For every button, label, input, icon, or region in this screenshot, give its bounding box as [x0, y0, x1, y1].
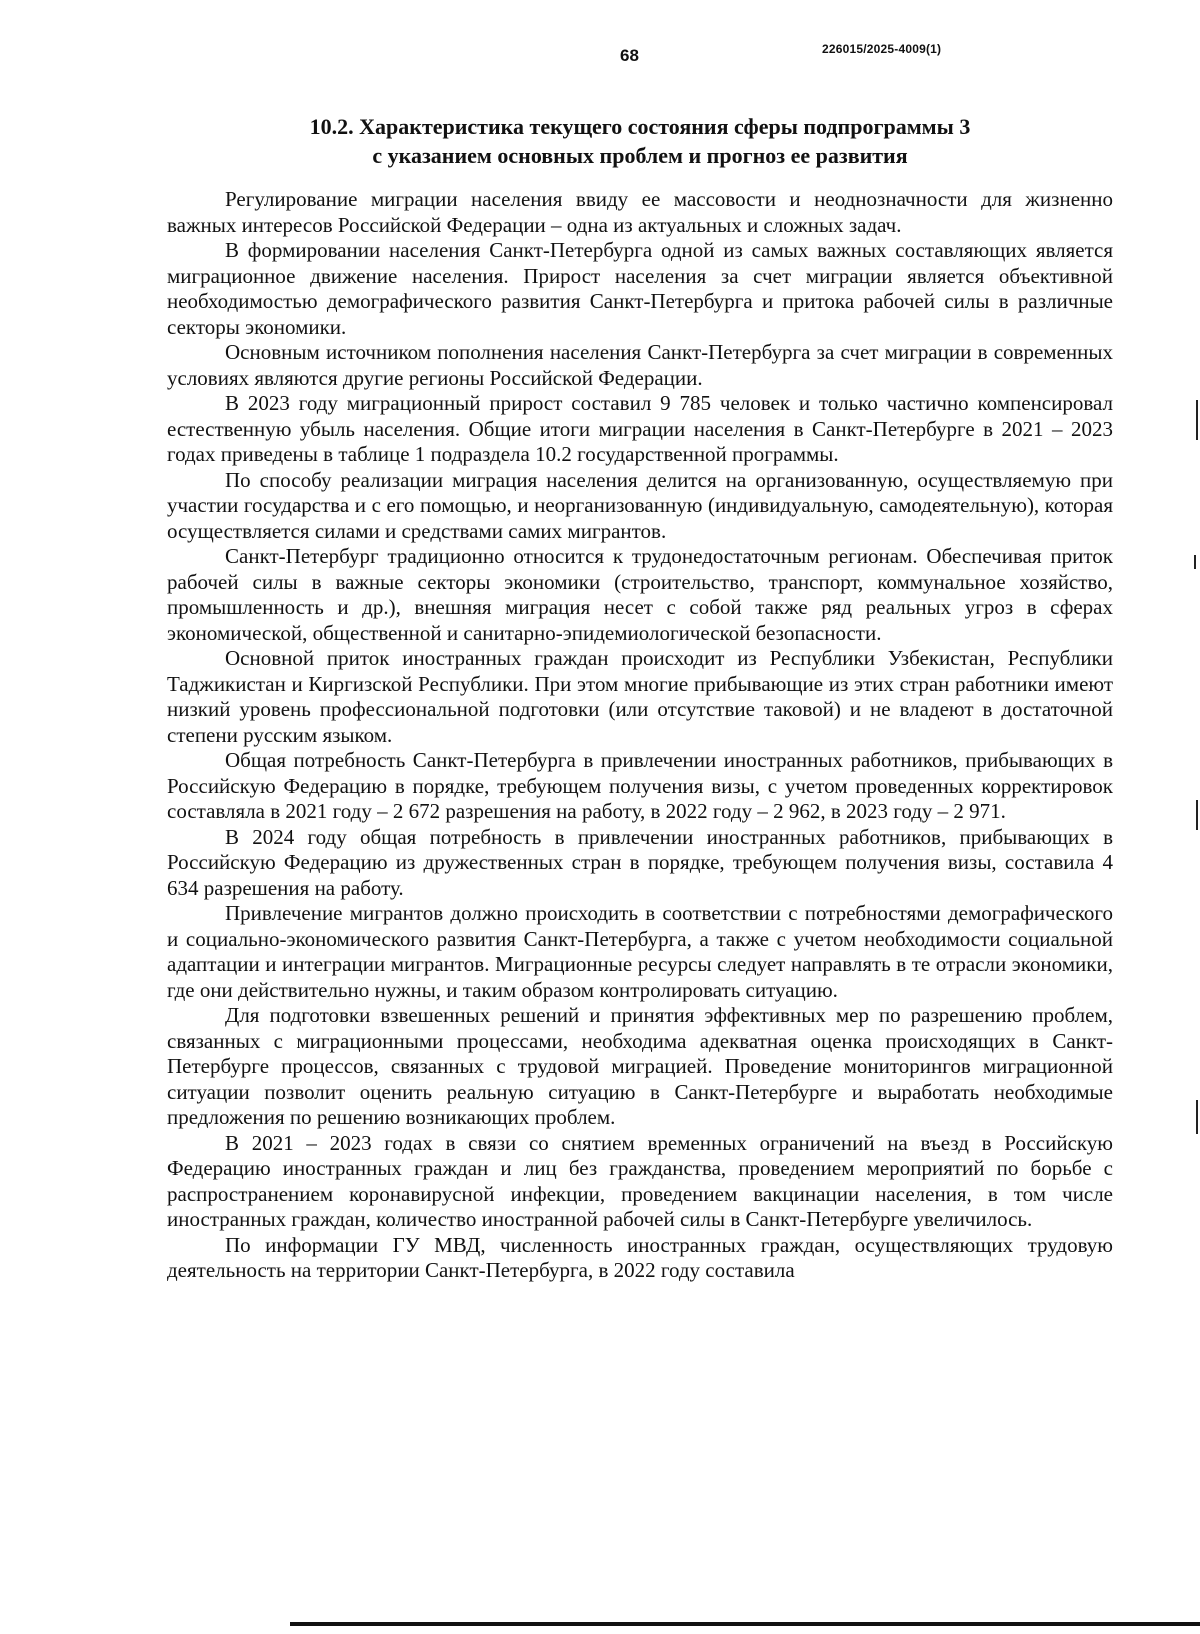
bottom-scan-edge — [290, 1622, 1200, 1626]
paragraph: В 2024 году общая потребность в привлечении иностранных работников, прибывающих в Российскую Федерацию из дружественных стран в порядке, требующем получения визы, составила 4 634 разрешения на работу. — [167, 824, 1113, 900]
paragraph: В 2021 – 2023 годах в связи со снятием временных ограничений на въезд в Российскую Федерацию иностранных граждан и лиц без гражданства, проведением мероприятий по борьбе с распространением коронавирусной инфекции, проведением вакцинации населения, в том числе иностранных граждан, количество иностранной рабочей силы в Санкт-Петербурге увеличилось. — [167, 1130, 1113, 1231]
paragraph: Санкт-Петербург традиционно относится к трудонедостаточным регионам. Обеспечивая приток рабочей силы в важные секторы экономики (строительство, транспорт, коммунальное хозяйство, промышленность и др.), внешняя миграция несет с собой также ряд реальных угроз в сферах экономической, общественной и санитарно-эпидемиологической безопасности. — [167, 544, 1113, 645]
paragraph: Общая потребность Санкт-Петербурга в привлечении иностранных работников, прибывающих в Российскую Федерацию в порядке, требующем получения визы, с учетом проведенных корректировок составляла в 2021 году – 2 672 разрешения на работу, в 2022 году – 2 962, в 2023 году – 2 971. — [167, 748, 1113, 823]
scan-artifact — [1196, 800, 1198, 830]
scan-artifact — [1196, 1100, 1198, 1134]
paragraph: В формировании населения Санкт-Петербурга одной из самых важных составляющих является миграционное движение населения. Прирост населения за счет миграции является объективной необходимостью демографического развития Санкт-Петербурга и притока рабочей силы в различные секторы экономики. — [167, 238, 1113, 339]
paragraph: По информации ГУ МВД, численность иностранных граждан, осуществляющих трудовую деятельность на территории Санкт-Петербурга, в 2022 году составила — [167, 1232, 1113, 1282]
paragraph: Основной приток иностранных граждан происходит из Республики Узбекистан, Республики Таджикистан и Киргизской Республики. При этом многие прибывающие из этих стран работники имеют низкий уровень профессиональной подготовки (или отсутствие таковой) и не владеют в достаточной степени русским языком. — [167, 646, 1113, 747]
paragraph: Регулирование миграции населения ввиду ее массовости и неоднозначности для жизненно важных интересов Российской Федерации – одна из актуальных и сложных задач. — [167, 187, 1113, 237]
paragraph: Основным источником пополнения населения Санкт-Петербурга за счет миграции в современных условиях являются другие регионы Российской Федерации. — [167, 340, 1113, 390]
paragraph: Привлечение мигрантов должно происходить в соответствии с потребностями демографического и социально-экономического развития Санкт-Петербурга, а также с учетом необходимости социальной адаптации и интеграции мигрантов. Миграционные ресурсы следует направлять в те отрасли экономики, где они действительно нужны, и таким образом контролировать ситуацию. — [167, 901, 1113, 1002]
section-heading-line-2: с указанием основных проблем и прогноз ее развития — [372, 143, 908, 168]
section-heading — [170, 112, 1110, 170]
page-number: 68 — [620, 46, 639, 65]
scan-artifact — [1194, 555, 1196, 569]
paragraph: Для подготовки взвешенных решений и принятия эффективных мер по разрешению проблем, связанных с миграционными процессами, необходима адекватная оценка происходящих в Санкт-Петербурге процессов, связанных с трудовой миграцией. Проведение мониторингов миграционной ситуации позволит оценить реальную ситуацию в Санкт-Петербурге и выработать необходимые предложения по решению возникающих проблем. — [167, 1003, 1113, 1129]
scan-artifact — [1196, 400, 1198, 440]
body-text — [167, 187, 1113, 1284]
paragraph: По способу реализации миграция населения делится на организованную, осуществляемую при участии государства и с его помощью, и неорганизованную (индивидуальную, самодеятельную), которая осуществляется силами и средствами самих мигрантов. — [167, 467, 1113, 543]
paragraph: В 2023 году миграционный прирост составил 9 785 человек и только частично компенсировал естественную убыль населения. Общие итоги миграции населения в Санкт-Петербурге в 2021 – 2023 годах приведены в таблице 1 подраздела 10.2 государственной программы. — [167, 391, 1113, 466]
section-heading-line-1: 10.2. Характеристика текущего состояния сферы подпрограммы 3 — [309, 114, 971, 139]
document-registration-number: 226015/2025-4009(1) — [822, 42, 942, 56]
